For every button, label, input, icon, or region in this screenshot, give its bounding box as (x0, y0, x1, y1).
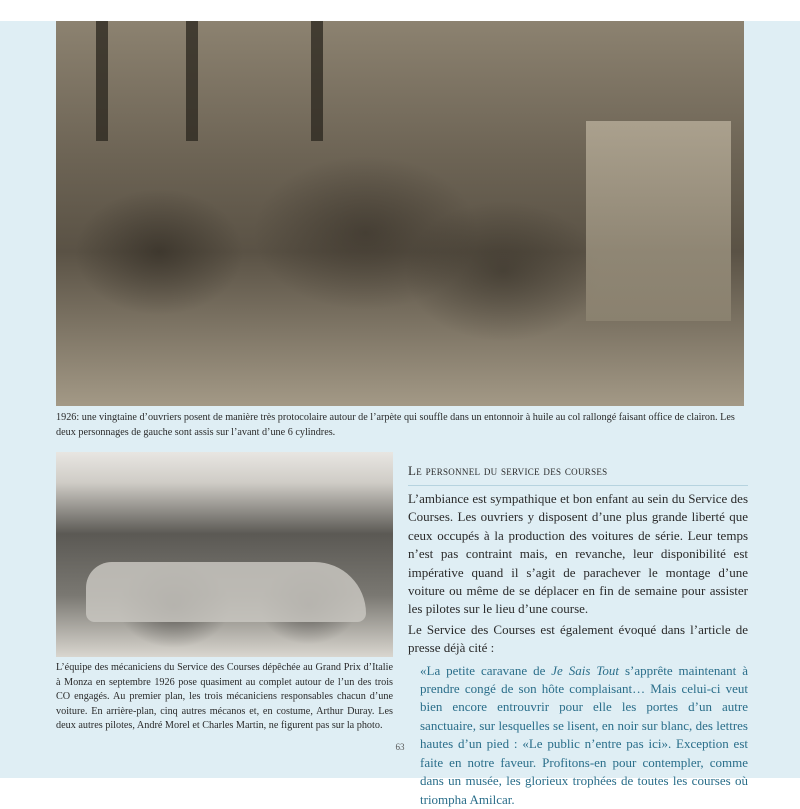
workshop-group-photo (56, 21, 744, 406)
paragraph: Le Service des Courses est également évoqué dans l’article de presse déjà cité : (408, 621, 748, 656)
top-photo-caption: 1926: une vingtaine d’ouvriers posent de manière très protocolaire autour de l’arpète qui souffle dans un entonnoir à huile au col rallongé faisant office de clairon. Les deux personnages de gauche sont assis sur l’avant d’une 6 cylindres. (56, 412, 735, 438)
photo-detail (86, 562, 366, 622)
quote-text: «La petite caravane de (420, 662, 552, 678)
bottom-photo-caption: L’équipe des mécaniciens du Service des Courses dépêchée au Grand Prix d’Italie à Monza en septembre 1926 pose quasiment au complet autour de l’un des trois CO engagés. Au premier plan, les trois mécaniciens responsables chacun d’une voiture. En arrière-plan, cinq autres mécanos et, en costume, Arthur Duray. Les deux autres pilotes, André Morel et Charles Martin, ne figurent pas sur la photo. (56, 662, 393, 731)
article-body (408, 490, 748, 809)
photo-detail (311, 21, 323, 141)
mechanics-team-photo (56, 452, 393, 657)
page-number: 63 (395, 742, 405, 752)
photo-detail (186, 21, 198, 141)
section-heading: Le personnel du service des courses (408, 463, 748, 486)
paragraph: L’ambiance est sympathique et bon enfant au sein du Service des Courses. Les ouvriers y disposent d’une plus grande liberté que ceux occupés à la production des voitures de série. Leur temps n’est pas contraint mais, en revanche, leur disponibilité est impérative quand il s’agit de parachever le montage d’une voiture ou même de se déplacer en fin de semaine pour assister les pilotes sur le lieu d’une course. (408, 491, 748, 617)
press-quote (420, 662, 748, 809)
book-page (0, 21, 800, 807)
photo-detail (586, 121, 731, 321)
quote-publication-title: Je Sais Tout (551, 662, 620, 678)
photo-detail (96, 21, 108, 141)
quote-text: s’apprête maintenant à prendre congé de son hôte complaisant… Mais celui-ci veut bien encore entrouvrir pour elle les portes d’un autre sanctuaire, sur lesquelles se lisent, en noir sur blanc, des lettres hautes d’un pied : «Le public n’entre pas ici». Exception est faite en notre faveur. Profitons-en pour contempler, comme dans un musée, les glorieux trophées de toutes les courses où triompha Amilcar. (420, 662, 748, 807)
